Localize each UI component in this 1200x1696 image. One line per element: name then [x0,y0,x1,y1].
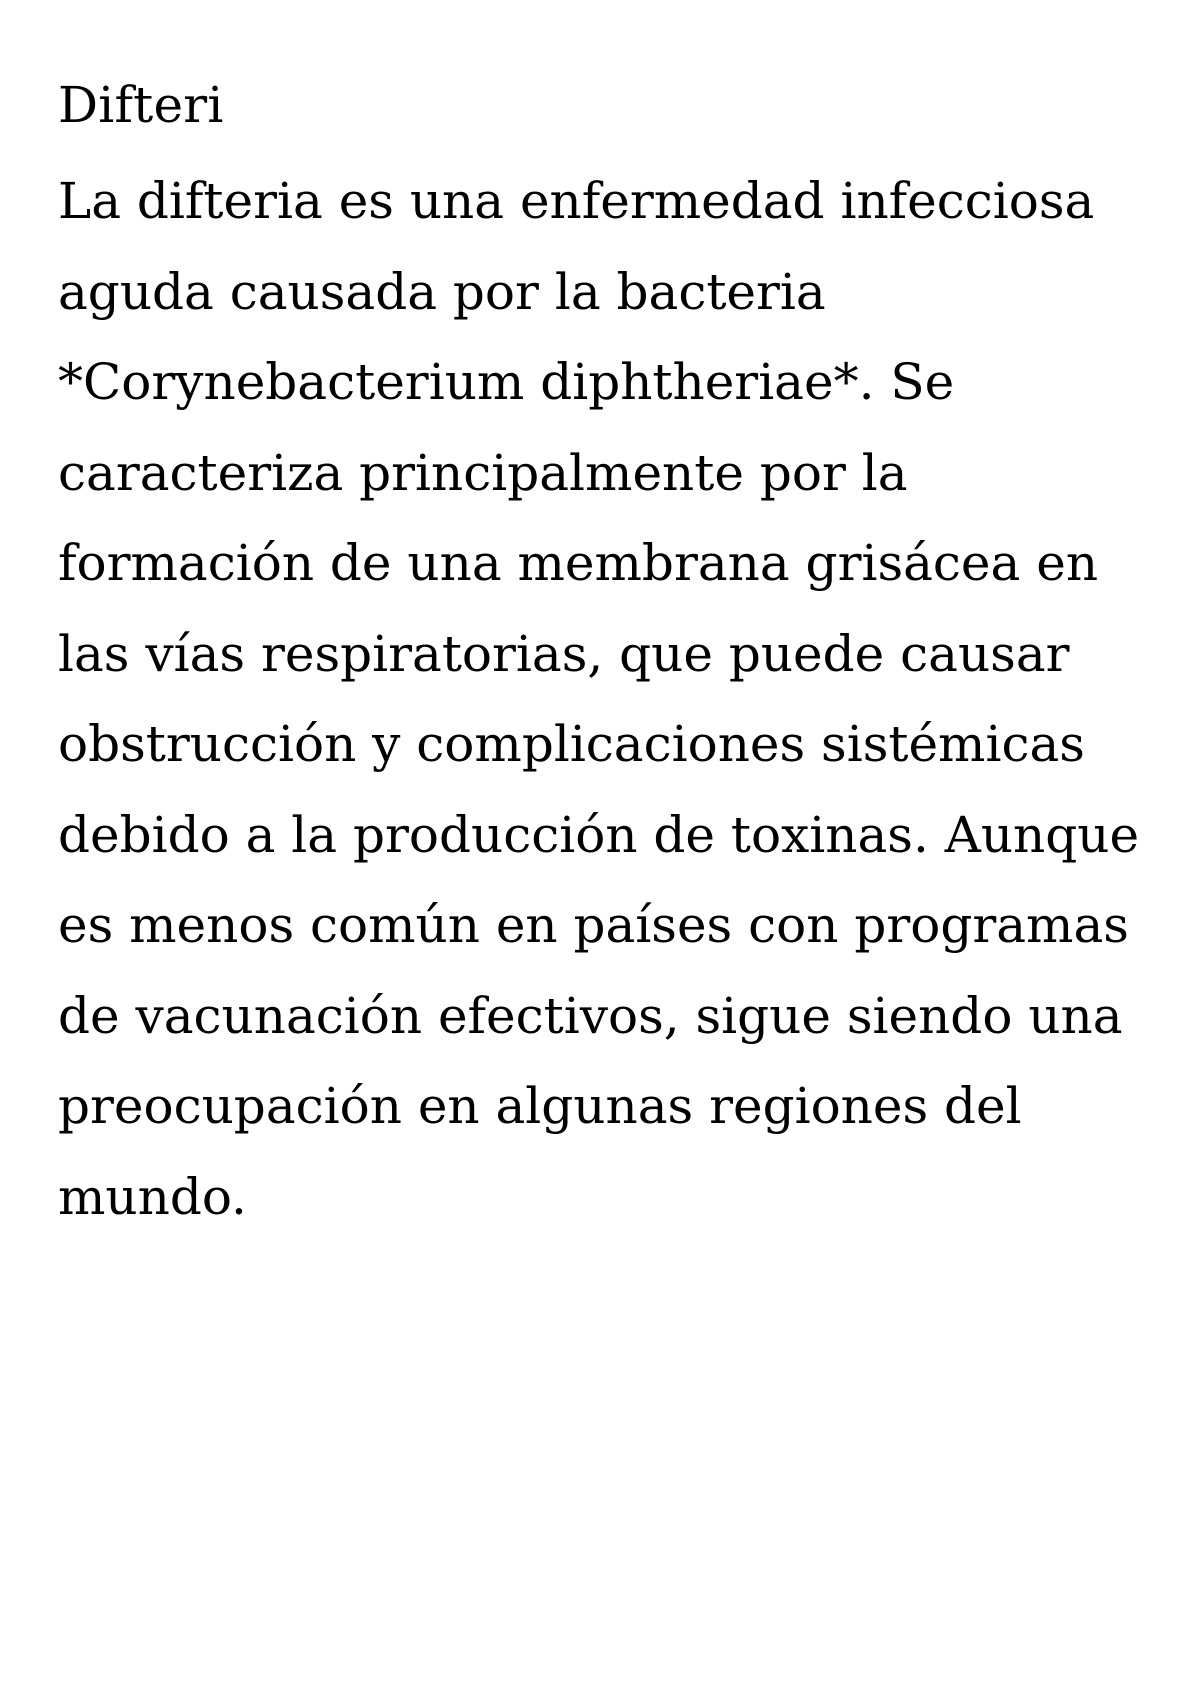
page-title: Difteri [58,76,224,134]
body-paragraph: La difteria es una enfermedad infecciosa aguda causada por la bacteria *Corynebacterium diphtheriae*. Se caracteriza principalmente por la formación de una membrana grisácea en las vías respiratorias, que puede causar obstrucción y complicaciones sistémicas debido a la producción de toxinas. Aunque es menos común en países con programas de vacunación efectivos, sigue siendo una preocupación en algunas regiones del mundo. [58,172,1140,1226]
